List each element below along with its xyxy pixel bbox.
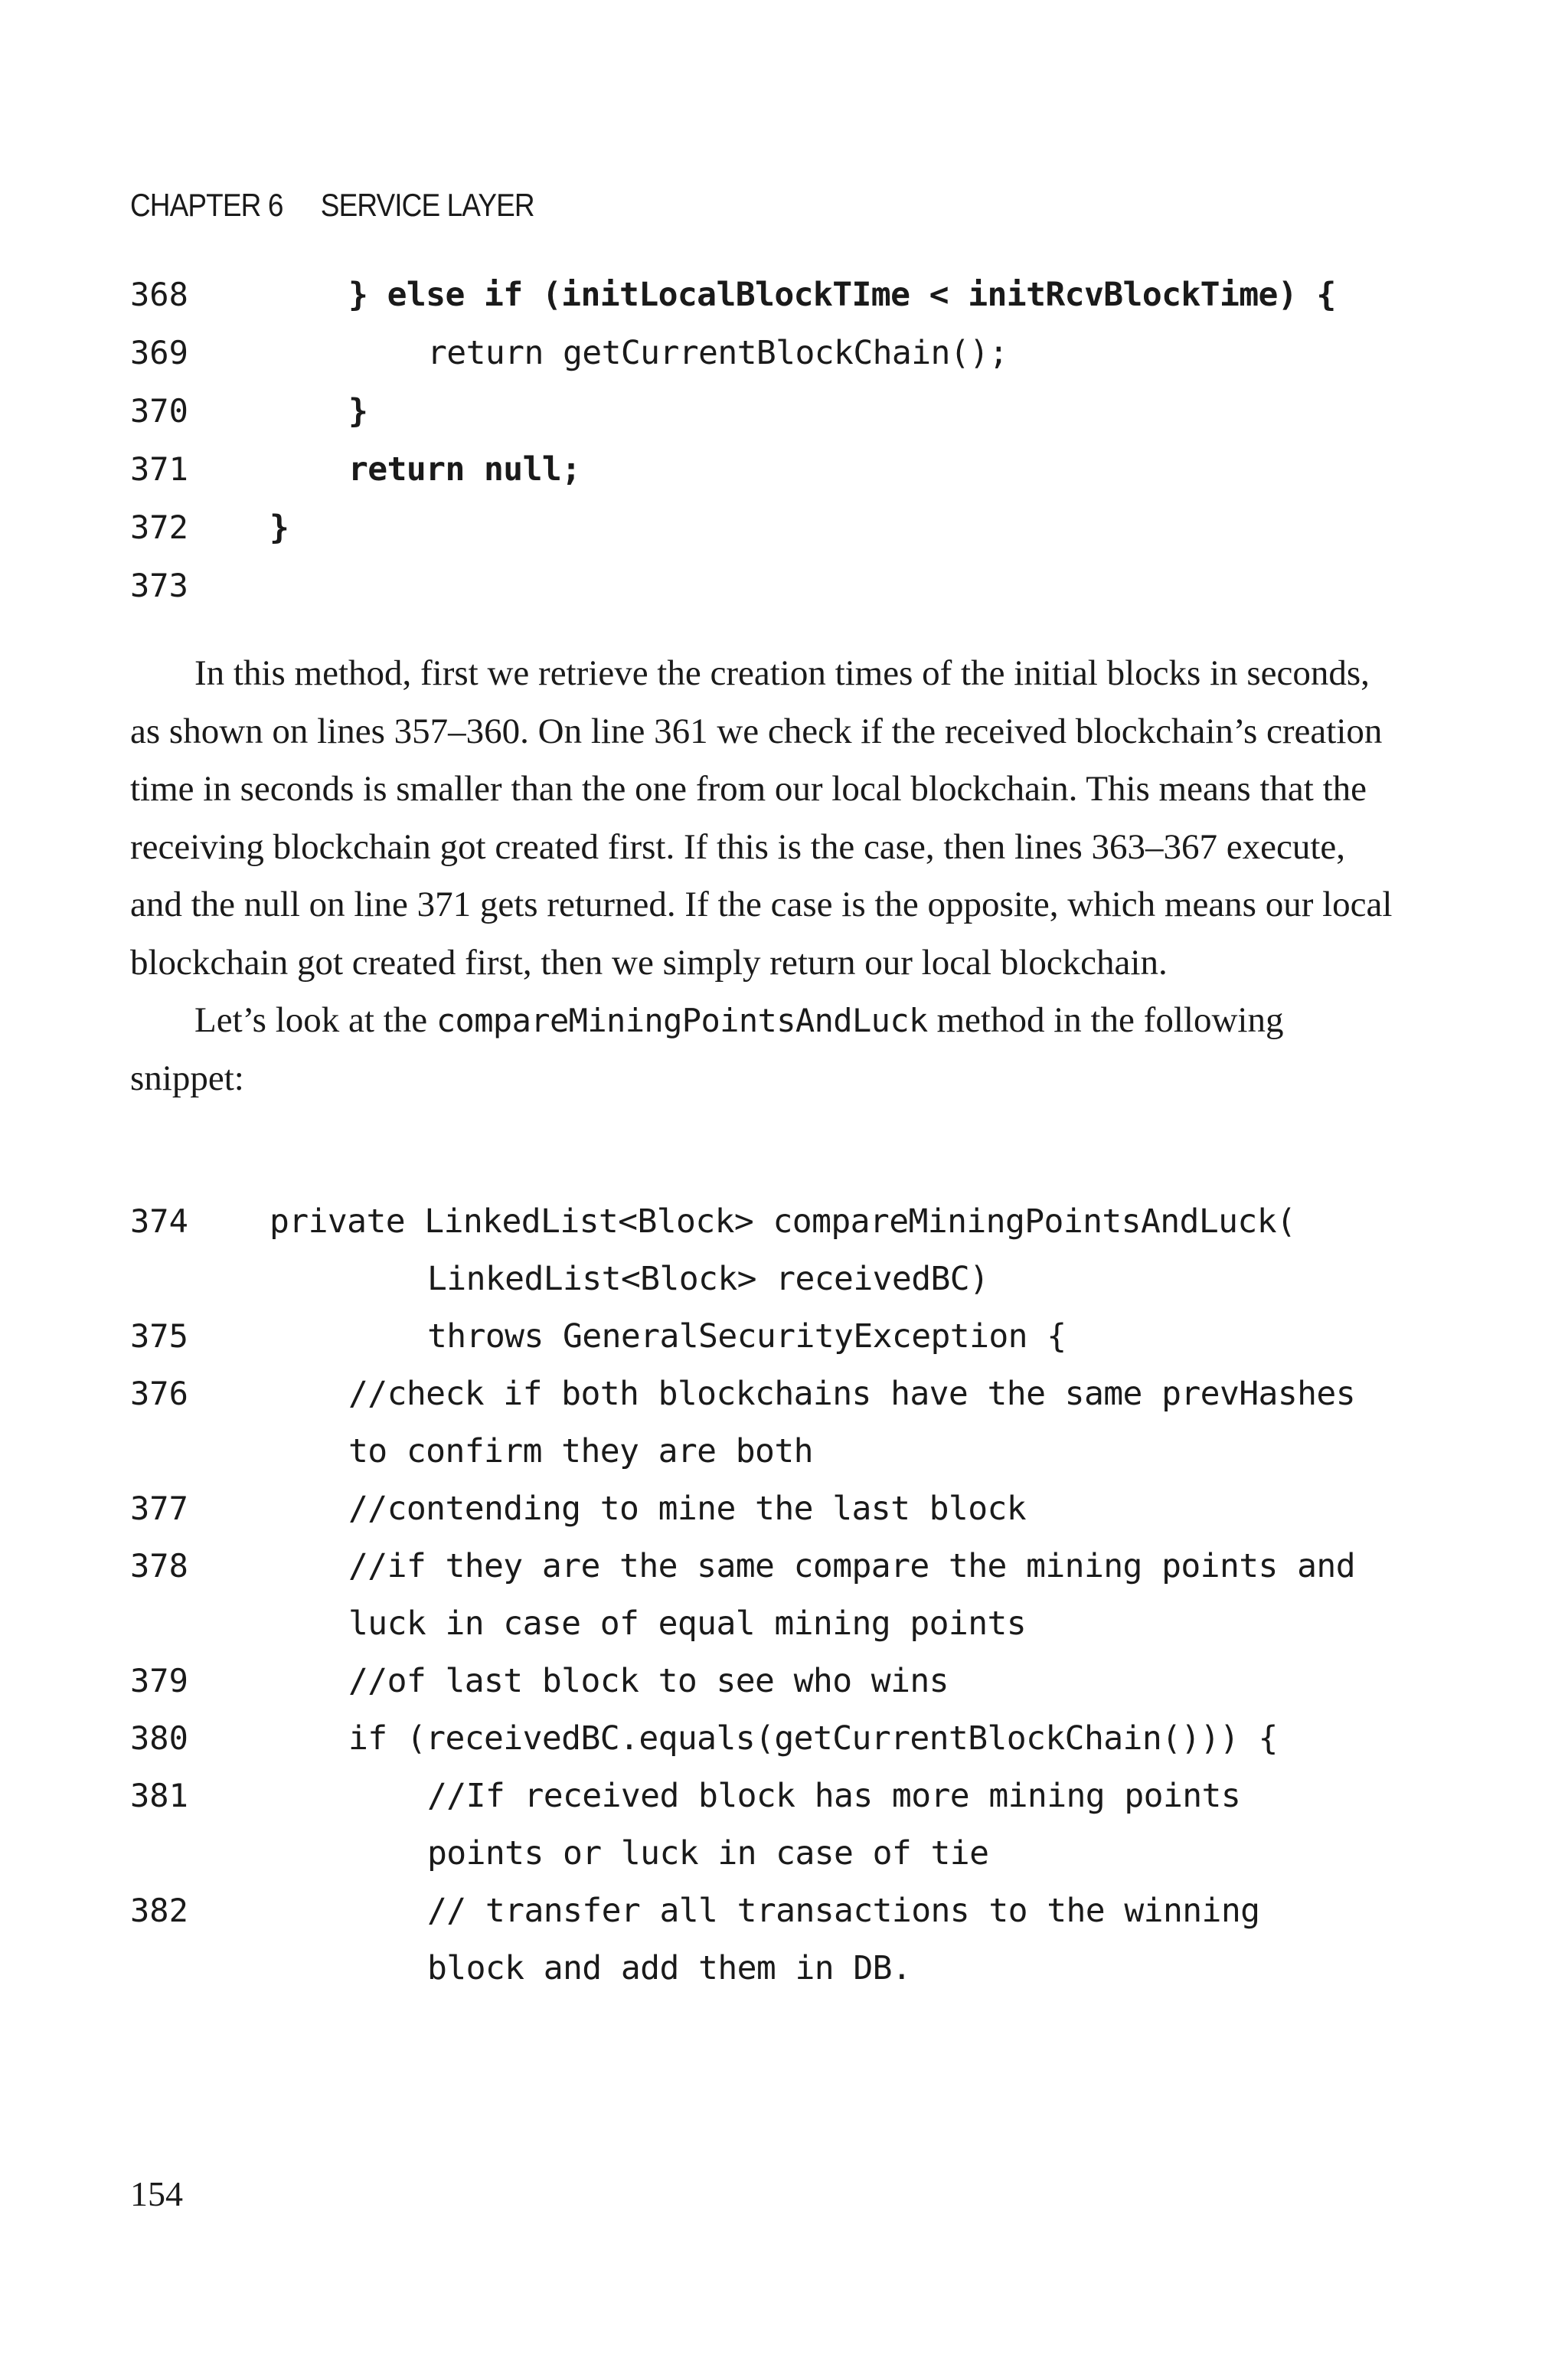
code-line bbox=[130, 1719, 1278, 1778]
code-line bbox=[130, 1949, 912, 2007]
paragraph bbox=[130, 992, 1393, 1107]
code-line bbox=[130, 1490, 1027, 1548]
code-line bbox=[130, 1834, 989, 1892]
code-text: //of last block to see who wins bbox=[348, 1662, 949, 1700]
line-number: 379 bbox=[130, 1662, 188, 1699]
code-line bbox=[130, 509, 289, 567]
body-text bbox=[130, 645, 1393, 1107]
line-number: 377 bbox=[130, 1490, 188, 1527]
paragraph-text: method in the following snippet: bbox=[130, 1000, 1284, 1098]
code-text: private LinkedList<Block> compareMiningPointsAndLuck( bbox=[270, 1202, 1296, 1241]
line-number: 371 bbox=[130, 450, 188, 488]
code-line bbox=[130, 1892, 1260, 1950]
code-text: //check if both blockchains have the same prevHashes bbox=[348, 1375, 1355, 1413]
code-text: return null; bbox=[348, 450, 581, 489]
code-text: return getCurrentBlockChain(); bbox=[427, 334, 1008, 372]
line-number: 382 bbox=[130, 1892, 188, 1929]
paragraph-text: Let’s look at the bbox=[194, 1000, 436, 1040]
line-number: 378 bbox=[130, 1547, 188, 1585]
code-text: throws GeneralSecurityException { bbox=[427, 1317, 1067, 1356]
code-line bbox=[130, 334, 1008, 392]
line-number: 369 bbox=[130, 334, 188, 371]
code-text: luck in case of equal mining points bbox=[348, 1604, 1027, 1643]
code-line bbox=[130, 1202, 1296, 1261]
code-text: LinkedList<Block> receivedBC) bbox=[427, 1260, 989, 1298]
code-text: } bbox=[270, 509, 289, 547]
code-line bbox=[130, 1662, 949, 1720]
line-number: 375 bbox=[130, 1317, 188, 1355]
code-line bbox=[130, 1604, 1027, 1663]
line-number: 380 bbox=[130, 1719, 188, 1757]
code-line bbox=[130, 276, 1336, 334]
code-text: points or luck in case of tie bbox=[427, 1834, 989, 1873]
code-line bbox=[130, 450, 581, 509]
chapter-label: CHAPTER 6 bbox=[130, 187, 283, 223]
code-text: } else if (initLocalBlockTIme < initRcvBlockTime) { bbox=[348, 276, 1336, 314]
code-line bbox=[130, 567, 249, 625]
code-line bbox=[130, 1777, 1241, 1835]
code-text: //contending to mine the last block bbox=[348, 1490, 1027, 1528]
code-line bbox=[130, 1432, 813, 1490]
section-label: SERVICE LAYER bbox=[320, 187, 534, 223]
code-text: //if they are the same compare the mining points and bbox=[348, 1547, 1355, 1585]
line-number: 370 bbox=[130, 392, 188, 430]
code-text: if (receivedBC.equals(getCurrentBlockChain())) { bbox=[348, 1719, 1278, 1758]
code-text: } bbox=[348, 392, 368, 430]
page-number: 154 bbox=[130, 2174, 183, 2213]
code-line bbox=[130, 1260, 989, 1318]
running-header bbox=[130, 187, 534, 224]
code-text: to confirm they are both bbox=[348, 1432, 813, 1470]
code-text: //If received block has more mining points bbox=[427, 1777, 1241, 1815]
code-line bbox=[130, 1317, 1067, 1375]
line-number: 381 bbox=[130, 1777, 188, 1814]
code-line bbox=[130, 1375, 1355, 1433]
line-number: 374 bbox=[130, 1202, 188, 1240]
line-number: 376 bbox=[130, 1375, 188, 1412]
line-number: 372 bbox=[130, 509, 188, 546]
code-text: // transfer all transactions to the winning bbox=[427, 1892, 1260, 1930]
line-number: 373 bbox=[130, 567, 188, 604]
paragraph: In this method, first we retrieve the creation times of the initial blocks in seconds, as shown on lines 357–360. On line 361 we check if the received blockchain’s creation time in seconds is smaller than the one from our local blockchain. This means that the receiving blockchain got created first. If this is the case, then lines 363–367 execute, and the null on line 371 gets returned. If the case is the opposite, which means our local blockchain got created first, then we simply return our local blockchain. bbox=[130, 653, 1393, 983]
line-number: 368 bbox=[130, 276, 188, 313]
inline-code: compareMiningPointsAndLuck bbox=[436, 1002, 928, 1039]
code-text: block and add them in DB. bbox=[427, 1949, 912, 1987]
code-line bbox=[130, 1547, 1355, 1605]
code-line bbox=[130, 392, 368, 450]
